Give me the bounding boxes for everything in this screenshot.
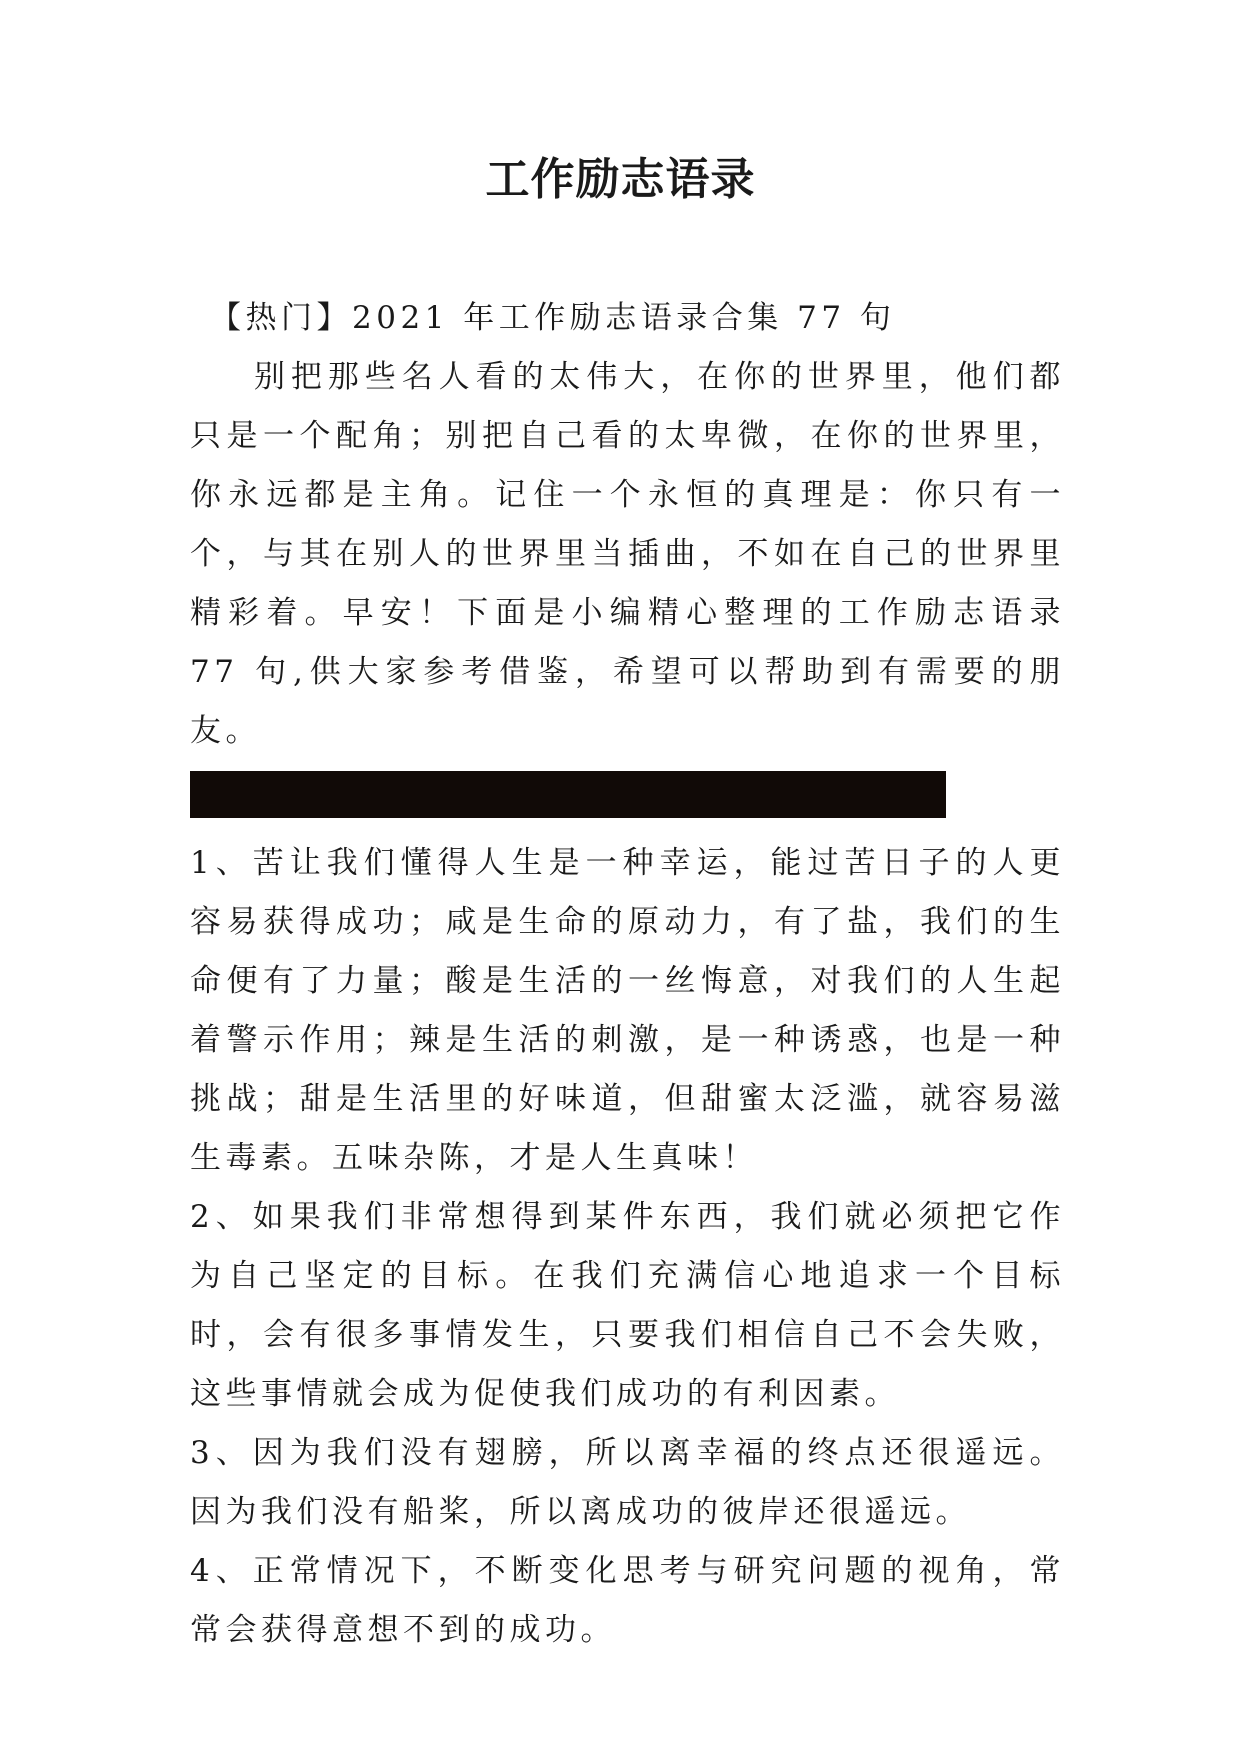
redaction-bar	[190, 771, 946, 818]
quote-3: 3、因为我们没有翅膀，所以离幸福的终点还很遥远。因为我们没有船桨，所以离成功的彼岸还很遥远。	[190, 1435, 1065, 1530]
heading-line: 【热门】2021 年工作励志语录合集 77 句	[210, 300, 896, 336]
quote-4: 4、正常情况下，不断变化思考与研究问题的视角，常常会获得意想不到的成功。	[190, 1553, 1065, 1648]
intro-paragraph: 别把那些名人看的太伟大，在你的世界里，他们都只是一个配角；别把自己看的太卑微，在你的世界里，你永远都是主角。记住一个永恒的真理是：你只有一个，与其在别人的世界里当插曲，不如在自己的世界里精彩着。早安！下面是小编精心整理的工作励志语录 77 句,供大家参考借鉴，希望可以帮助到有需要的朋友。	[190, 359, 1065, 749]
document-title: 工作励志语录	[485, 154, 756, 205]
quote-2: 2、如果我们非常想得到某件东西，我们就必须把它作为自己坚定的目标。在我们充满信心地追求一个目标时，会有很多事情发生，只要我们相信自己不会失败，这些事情就会成为促使我们成功的有利因素。	[190, 1199, 1065, 1412]
document-body	[190, 289, 1065, 1660]
quote-1: 1、苦让我们懂得人生是一种幸运，能过苦日子的人更容易获得成功；咸是生命的原动力，有了盐，我们的生命便有了力量；酸是生活的一丝悔意，对我们的人生起着警示作用；辣是生活的刺激，是一种诱惑，也是一种挑战；甜是生活里的好味道，但甜蜜太泛滥，就容易滋生毒素。五味杂陈，才是人生真味！	[190, 845, 1065, 1176]
